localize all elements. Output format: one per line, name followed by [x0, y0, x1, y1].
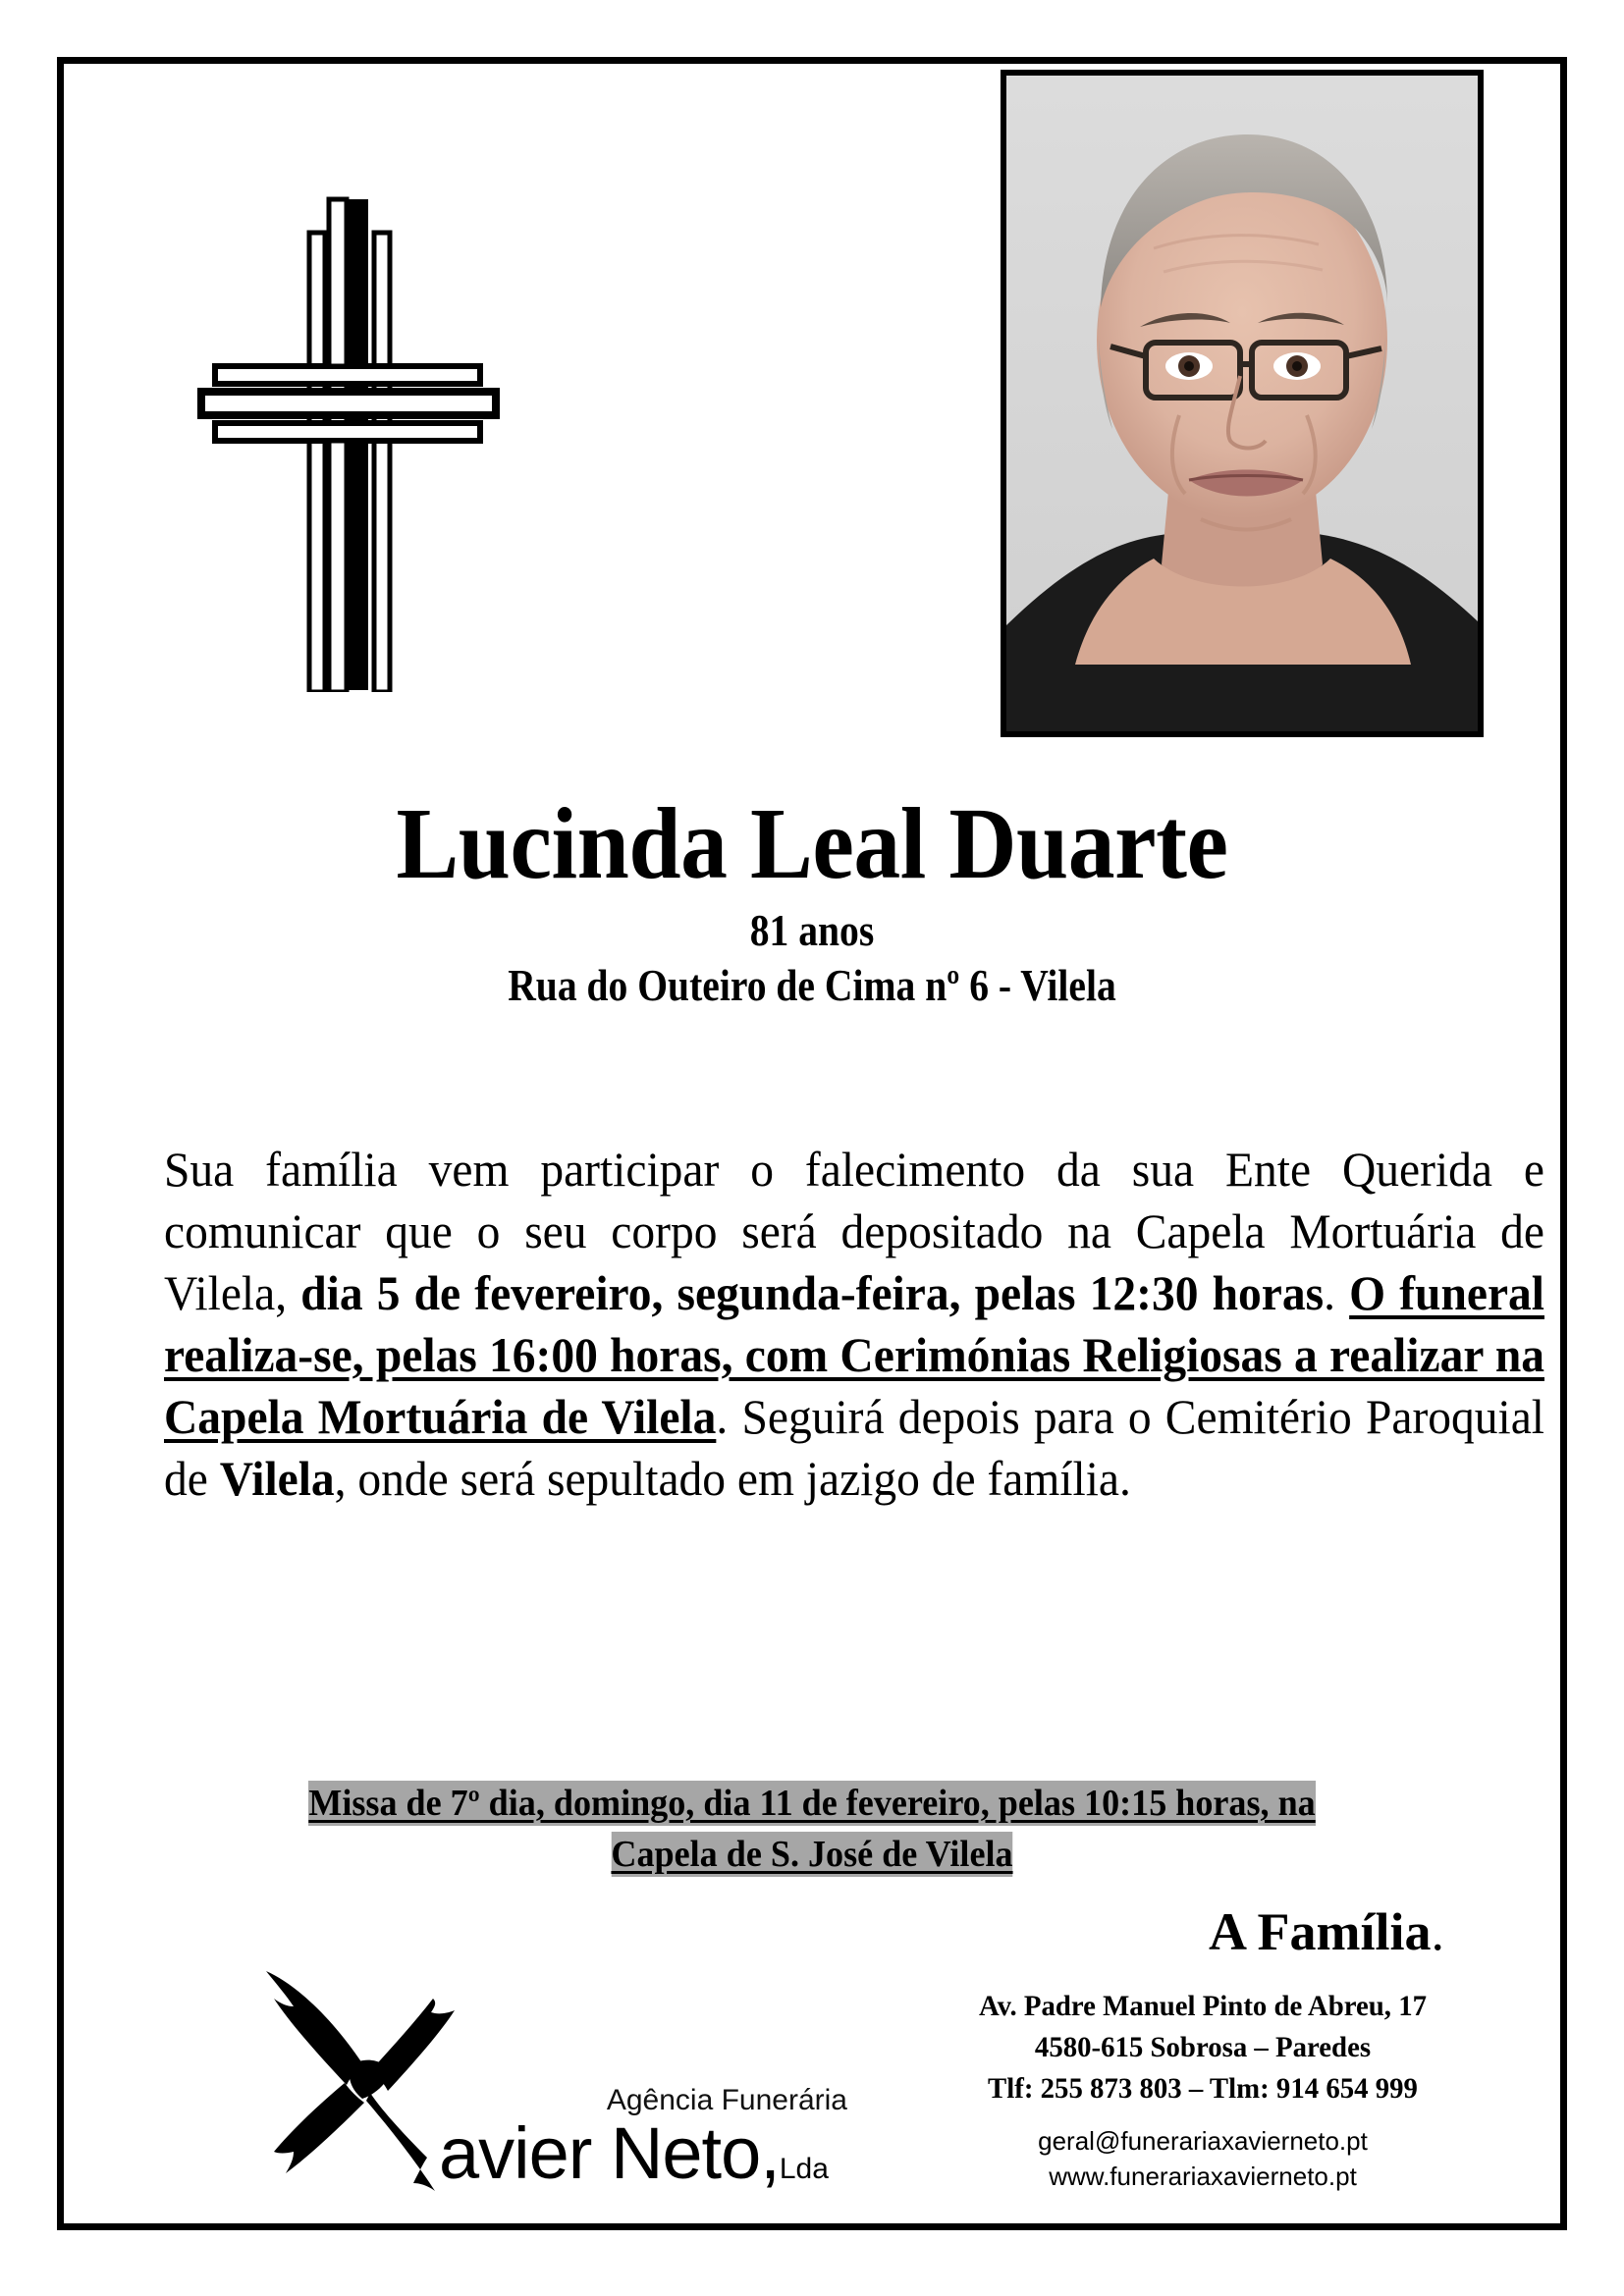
seventh-day-mass-block: [204, 1778, 1421, 1880]
body-part-1: Sua família vem participar o falecimento da sua Ente Querida e comunicar que o seu corpo será depositado na Capela Mortuária de Vilela,: [164, 1142, 1544, 1320]
body-part-3: . Seguirá depois para o Cemitério Paroquial de: [164, 1389, 1544, 1506]
family-signature-period: .: [1431, 1902, 1444, 1961]
agency-website[interactable]: www.funerariaxavierneto.pt: [1049, 2162, 1357, 2191]
agency-address-line-1: Av. Padre Manuel Pinto de Abreu, 17: [978, 1990, 1428, 2022]
header-section: [64, 64, 1560, 790]
missa-line-2: Capela de S. José de Vilela: [611, 1834, 1013, 1875]
agency-name: [439, 2112, 861, 2194]
missa-line-2-wrap: [204, 1829, 1421, 1880]
deceased-portrait-photo: [1001, 70, 1484, 737]
body-part-4: , onde será sepultado em jazigo de família.: [334, 1451, 1131, 1506]
agency-address-line-2: 4580-615 Sobrosa – Paredes: [1034, 2031, 1372, 2063]
deceased-age: 81 anos: [749, 906, 875, 956]
agency-logo-area: [260, 1950, 869, 2196]
agency-name-main: avier Neto,: [439, 2112, 780, 2194]
deceased-address: Rua do Outeiro de Cima nº 6 - Vilela: [508, 960, 1116, 1010]
contact-spacer: [928, 2109, 1478, 2123]
agency-phone-line: Tlf: 255 873 803 – Tlm: 914 654 999: [988, 2072, 1418, 2105]
notice-body-text: [164, 1139, 1544, 1510]
body-part-2: .: [1324, 1265, 1350, 1320]
family-signature-text: A Família: [1209, 1902, 1432, 1961]
name-block: [93, 787, 1531, 1010]
missa-line-1: Missa de 7º dia, domingo, dia 11 de fevereiro, pelas 10:15 horas, na: [308, 1783, 1316, 1824]
agency-name-suffix: Lda: [779, 2153, 829, 2185]
body-underlined-funeral: O funeral realiza-se, pelas 16:00 horas, com Cerimónias Religiosas a realizar na Capela Mortuária de Vilela: [164, 1265, 1544, 1444]
poster-border-frame: [57, 57, 1567, 2230]
agency-kicker: Agência Funerária: [606, 2084, 847, 2116]
cross-icon: [172, 172, 506, 692]
body-bold-vilela: Vilela: [219, 1451, 335, 1506]
body-bold-date: dia 5 de fevereiro, segunda-feira, pelas 12:30 horas: [300, 1265, 1325, 1320]
agency-logo-text: [439, 2084, 861, 2194]
agency-contact-block: [928, 1986, 1478, 2194]
footer-section: [64, 1929, 1560, 2223]
missa-line-1-wrap: [204, 1778, 1421, 1829]
agency-email[interactable]: geral@funerariaxavierneto.pt: [1038, 2126, 1368, 2156]
deceased-name: Lucinda Leal Duarte: [396, 787, 1228, 900]
